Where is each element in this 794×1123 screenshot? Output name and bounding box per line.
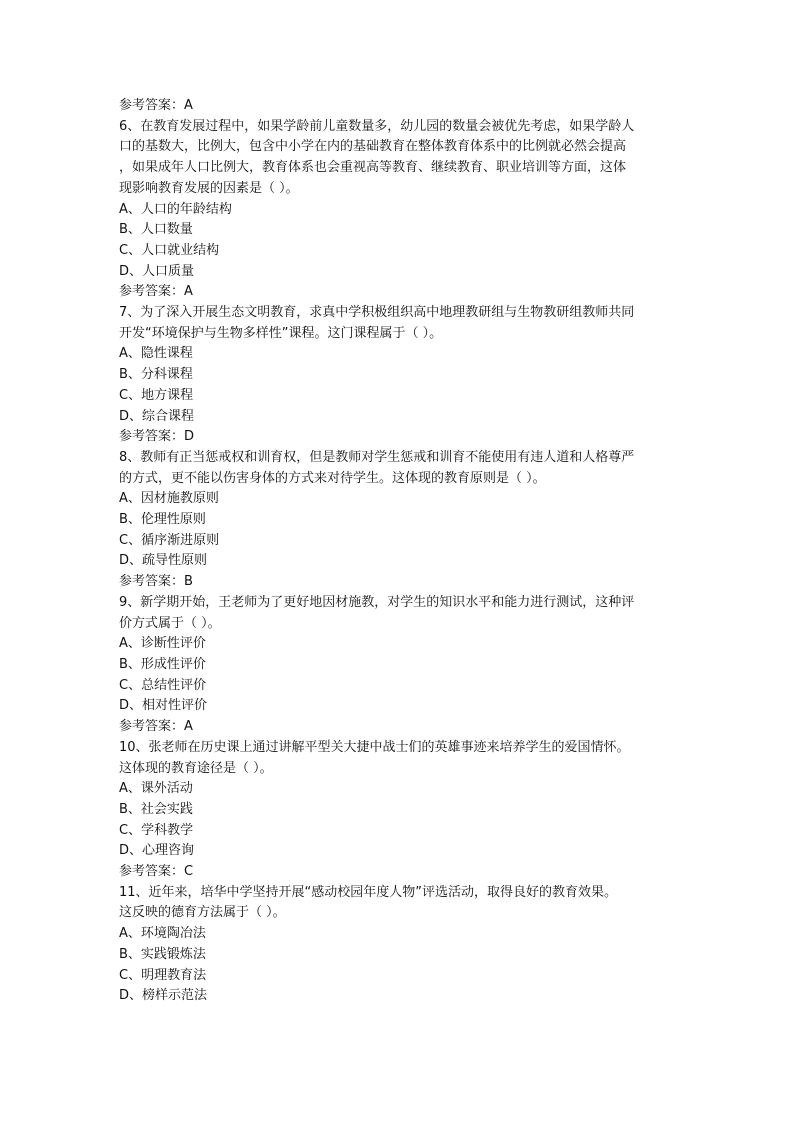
answer-option: A、隐性课程 xyxy=(119,346,193,362)
answer-option: B、人口数量 xyxy=(119,222,193,238)
question-block xyxy=(119,738,687,883)
question-stem-line: 11、近年来，培华中学坚持开展“感动校园年度人物”评选活动，取得良好的教育效果。 xyxy=(119,884,618,900)
answer-label: 参考答案： xyxy=(119,284,185,300)
answer-label: 参考答案： xyxy=(119,98,185,113)
question-stem-line: 开发“环境保护与生物多样性”课程。这门课程属于（ ）。 xyxy=(119,325,443,341)
answer-line xyxy=(119,96,687,117)
answer-option: A、课外活动 xyxy=(119,781,193,797)
question-block xyxy=(119,448,687,593)
answer-option: C、明理教育法 xyxy=(119,967,207,983)
answer-option: C、人口就业结构 xyxy=(119,242,220,258)
answer-line xyxy=(119,282,687,303)
answer-line xyxy=(119,717,687,738)
answer-value: A xyxy=(184,98,193,113)
question-stem-line: 口的基数大，比例大，包含中小学在内的基础教育在整体教育体系中的比例就必然会提高 xyxy=(119,139,627,155)
answer-option: B、社会实践 xyxy=(119,801,193,817)
answer-label: 参考答案： xyxy=(119,574,185,590)
answer-option: C、总结性评价 xyxy=(119,677,207,693)
answer-option: C、循序渐进原则 xyxy=(119,532,220,548)
question-block xyxy=(119,883,687,1007)
question-block xyxy=(119,117,687,303)
question-stem-line: 6、在教育发展过程中，如果学龄前儿童数量多，幼儿园的数量会被优先考虑，如果学龄人 xyxy=(119,118,635,134)
answer-option: D、疏导性原则 xyxy=(119,553,208,569)
answer-label: 参考答案： xyxy=(119,864,185,880)
question-stem-line: 10、张老师在历史课上通过讲解平型关大捷中战士们的英雄事迹来培养学生的爱国情怀。 xyxy=(119,739,630,755)
answer-option: B、分科课程 xyxy=(119,367,193,383)
question-stem-line: 价方式属于（ ）。 xyxy=(119,615,221,631)
answer-value: D xyxy=(184,429,195,445)
answer-option: A、因材施教原则 xyxy=(119,491,219,507)
question-stem-line: 7、为了深入开展生态文明教育，求真中学积极组织高中地理教研组与生物教研组教师共同 xyxy=(119,305,635,321)
question-stem-line: 9、新学期开始，王老师为了更好地因材施教，对学生的知识水平和能力进行测试，这种评 xyxy=(119,594,635,610)
document-page xyxy=(119,96,687,1007)
question-block xyxy=(119,303,687,448)
answer-line xyxy=(119,572,687,593)
answer-option: C、学科教学 xyxy=(119,822,194,838)
answer-option: D、人口质量 xyxy=(119,263,195,279)
question-stem-line: 现影响教育发展的因素是（ ）。 xyxy=(119,180,299,196)
question-stem-line: 这体现的教育途径是（ ）。 xyxy=(119,760,273,776)
answer-value: A xyxy=(184,284,193,300)
answer-option: D、相对性评价 xyxy=(119,698,208,714)
answer-option: D、综合课程 xyxy=(119,408,195,424)
answer-option: D、心理咨询 xyxy=(119,843,195,859)
question-stem-line: 的方式，更不能以伤害身体的方式来对待学生。这体现的教育原则是（ ）。 xyxy=(119,470,546,486)
answer-option: D、榜样示范法 xyxy=(119,988,208,1004)
answer-option: C、地方课程 xyxy=(119,387,194,403)
question-stem-line: 8、教师有正当惩戒权和训育权，但是教师对学生惩戒和训育不能使用有违人道和人格尊严 xyxy=(119,449,635,465)
answer-option: B、伦理性原则 xyxy=(119,512,206,528)
answer-option: A、环境陶冶法 xyxy=(119,926,206,942)
question-stem-line: 这反映的德育方法属于（ ）。 xyxy=(119,905,286,921)
answer-option: A、人口的年龄结构 xyxy=(119,201,232,217)
answer-line xyxy=(119,862,687,883)
answer-label: 参考答案： xyxy=(119,719,185,735)
answer-option: B、实践锻炼法 xyxy=(119,946,206,962)
question-stem-line: ，如果成年人口比例大，教育体系也会重视高等教育、继续教育、职业培训等方面，这体 xyxy=(119,160,627,176)
question-block xyxy=(119,593,687,738)
answer-value: B xyxy=(184,574,193,590)
answer-value: C xyxy=(184,864,194,880)
question-list xyxy=(119,117,687,1007)
answer-option: A、诊断性评价 xyxy=(119,636,206,652)
answer-label: 参考答案： xyxy=(119,429,185,445)
answer-line xyxy=(119,427,687,448)
answer-option: B、形成性评价 xyxy=(119,656,206,672)
answer-value: A xyxy=(184,719,193,735)
